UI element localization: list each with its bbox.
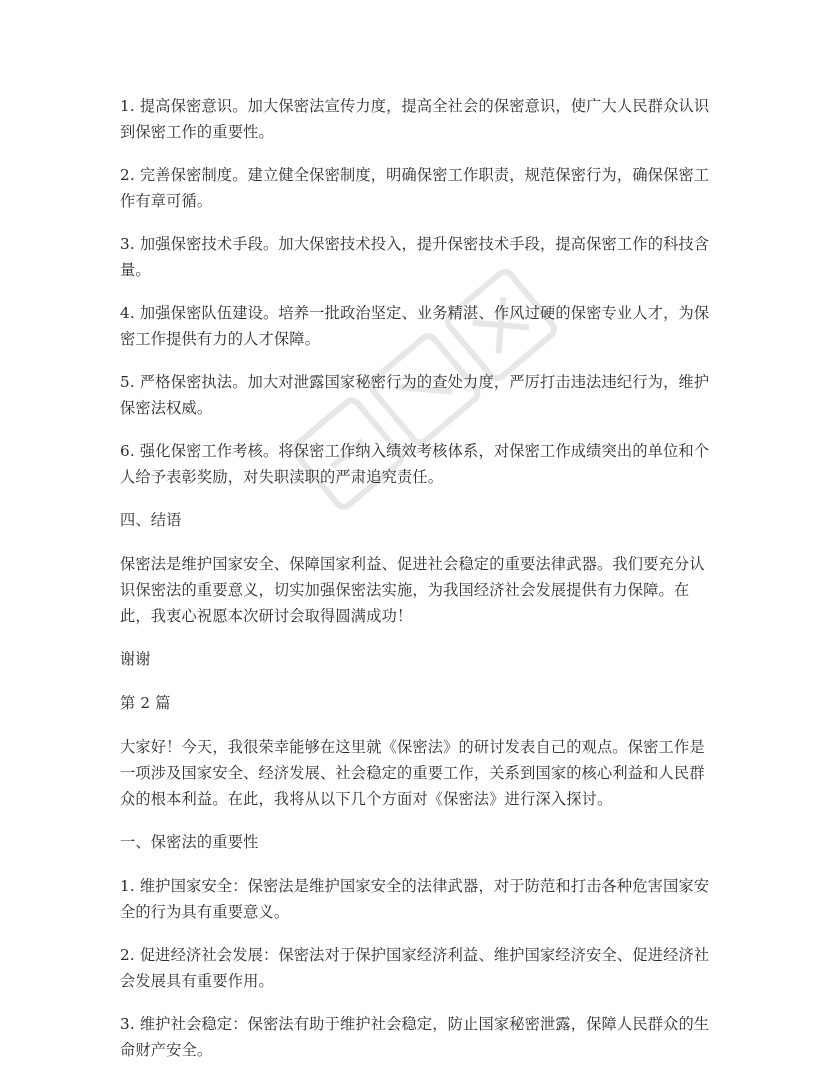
- paragraph-2: 2. 完善保密制度。建立健全保密制度，明确保密工作职责，规范保密行为，确保保密工作有章可循。: [120, 166, 710, 210]
- paragraph-1: 1. 提高保密意识。加大保密法宣传力度，提高全社会的保密意识，使广大人民群众认识到保密工作的重要性。: [120, 97, 710, 141]
- thanks-text: 谢谢: [120, 650, 151, 668]
- section-heading-importance: 一、保密法的重要性: [120, 833, 259, 851]
- paragraph-point-3: 3. 维护社会稳定：保密法有助于维护社会稳定，防止国家秘密泄露，保障人民群众的生命财产安全。: [120, 1015, 710, 1059]
- paragraph-intro: 大家好！今天，我很荣幸能够在这里就《保密法》的研讨发表自己的观点。保密工作是一项涉及国家安全、经济发展、社会稳定的重要工作，关系到国家的核心利益和人民群众的根本利益。在此，我将从以下几个方面对《保密法》进行深入探讨。: [120, 738, 705, 808]
- paragraph-4: 4. 加强保密队伍建设。培养一批政治坚定、业务精湛、作风过硬的保密专业人才，为保密工作提供有力的人才保障。: [120, 304, 710, 348]
- paragraph-conclusion: 保密法是维护国家安全、保障国家利益、促进社会稳定的重要法律武器。我们要充分认识保密法的重要意义，切实加强保密法实施，为我国经济社会发展提供有力保障。在此，我衷心祝愿本次研讨会取得圆满成功！: [120, 555, 705, 625]
- section-heading-conclusion: 四、结语: [120, 511, 182, 529]
- document-page: [120, 93, 715, 1080]
- paragraph-6: 6. 强化保密工作考核。将保密工作纳入绩效考核体系，对保密工作成绩突出的单位和个人给予表彰奖励，对失职渎职的严肃追究责任。: [120, 442, 710, 486]
- paragraph-5: 5. 严格保密执法。加大对泄露国家秘密行为的查处力度，严厉打击违法违纪行为，维护保密法权威。: [120, 373, 710, 417]
- paragraph-point-1: 1. 维护国家安全：保密法是维护国家安全的法律武器，对于防范和打击各种危害国家安全的行为具有重要意义。: [120, 877, 710, 921]
- paragraph-3: 3. 加强保密技术手段。加大保密技术投入，提升保密技术手段，提高保密工作的科技含量。: [120, 235, 710, 279]
- article-heading: 第 2 篇: [120, 694, 171, 712]
- paragraph-point-2: 2. 促进经济社会发展：保密法对于保护国家经济利益、维护国家经济安全、促进经济社会发展具有重要作用。: [120, 946, 710, 990]
